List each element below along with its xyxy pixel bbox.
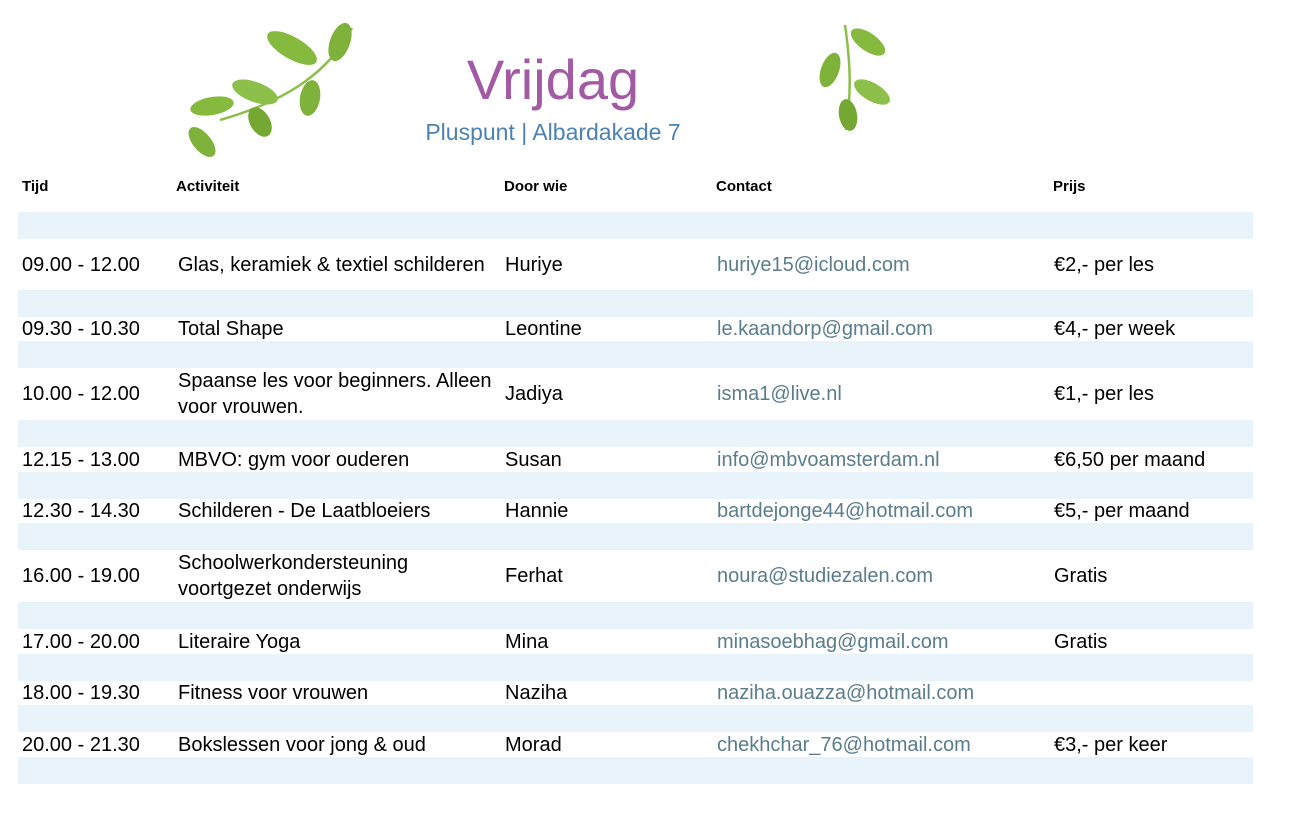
cell-time: 12.30 - 14.30 <box>22 500 140 522</box>
cell-price: Gratis <box>1054 565 1108 587</box>
cell-by: Susan <box>505 448 562 471</box>
cell-by: Jadiya <box>505 383 563 405</box>
cell-price: €6,50 per maand <box>1054 448 1206 471</box>
cell-price: €2,- per les <box>1054 253 1155 276</box>
cell-time: 17.00 - 20.00 <box>22 630 140 653</box>
cell-price: Gratis <box>1054 630 1108 653</box>
row-separator <box>18 341 1253 368</box>
table-row <box>0 629 1290 654</box>
cell-contact-email[interactable]: huriye15@icloud.com <box>717 253 910 276</box>
cell-contact-email[interactable]: info@mbvoamsterdam.nl <box>717 448 940 471</box>
table-row <box>0 550 1290 602</box>
cell-by: Ferhat <box>505 565 563 587</box>
cell-by: Huriye <box>505 253 563 276</box>
cell-time: 09.00 - 12.00 <box>22 253 140 276</box>
table-row <box>0 317 1290 341</box>
cell-price <box>1054 681 1274 705</box>
table-row <box>0 447 1290 472</box>
cell-contact-email[interactable]: bartdejonge44@hotmail.com <box>717 500 974 522</box>
row-separator <box>18 654 1253 681</box>
row-separator <box>18 420 1253 447</box>
table-row <box>0 499 1290 523</box>
header-contact: Contact <box>716 178 772 195</box>
cell-activity: Fitness voor vrouwen <box>178 682 369 704</box>
table-row <box>0 681 1290 705</box>
cell-activity: Schilderen - De Laatbloeiers <box>178 500 431 522</box>
cell-activity: Literaire Yoga <box>178 630 301 653</box>
page-subtitle: Pluspunt | Albardakade 7 <box>425 119 681 145</box>
cell-time: 18.00 - 19.30 <box>22 682 140 704</box>
row-separator <box>18 212 1253 239</box>
cell-activity: Schoolwerkondersteuning voortgezet onderwijs <box>178 552 409 600</box>
cell-contact-email[interactable]: isma1@live.nl <box>717 383 842 405</box>
row-separator <box>18 290 1253 317</box>
cell-by: Naziha <box>505 682 568 704</box>
table-row <box>0 732 1290 757</box>
row-separator <box>18 472 1253 499</box>
cell-contact-email[interactable]: minasoebhag@gmail.com <box>717 630 949 653</box>
cell-price: €4,- per week <box>1054 318 1176 340</box>
cell-contact-email[interactable]: naziha.ouazza@hotmail.com <box>717 682 975 704</box>
cell-by: Leontine <box>505 318 582 340</box>
row-separator <box>18 602 1253 629</box>
cell-by: Mina <box>505 630 549 653</box>
page-title: Vrijdag <box>466 48 640 111</box>
row-separator <box>18 757 1253 784</box>
cell-activity: Total Shape <box>178 318 284 340</box>
cell-contact-email[interactable]: le.kaandorp@gmail.com <box>717 318 933 340</box>
cell-time: 16.00 - 19.00 <box>22 565 140 587</box>
header-price: Prijs <box>1053 178 1086 195</box>
header-time: Tijd <box>22 178 49 195</box>
header-activity: Activiteit <box>176 178 240 195</box>
cell-price: €3,- per keer <box>1054 733 1168 756</box>
cell-by: Hannie <box>505 500 569 522</box>
row-separator <box>18 523 1253 550</box>
table-row <box>0 239 1290 290</box>
cell-activity: Bokslessen voor jong & oud <box>178 733 426 756</box>
header-by: Door wie <box>504 178 568 195</box>
row-separator <box>18 705 1253 732</box>
cell-time: 09.30 - 10.30 <box>22 318 140 340</box>
cell-contact-email[interactable]: chekhchar_76@hotmail.com <box>717 733 971 756</box>
cell-activity: Spaanse les voor beginners. Alleen voor vrouwen. <box>178 370 492 418</box>
table-row <box>0 368 1290 420</box>
cell-time: 10.00 - 12.00 <box>22 383 140 405</box>
cell-price: €5,- per maand <box>1054 500 1190 522</box>
cell-activity: Glas, keramiek & textiel schilderen <box>178 253 485 276</box>
cell-activity: MBVO: gym voor ouderen <box>178 448 410 471</box>
cell-time: 12.15 - 13.00 <box>22 448 140 471</box>
cell-price: €1,- per les <box>1054 383 1155 405</box>
cell-contact-email[interactable]: noura@studiezalen.com <box>717 565 933 587</box>
cell-by: Morad <box>505 733 562 756</box>
cell-time: 20.00 - 21.30 <box>22 733 140 756</box>
